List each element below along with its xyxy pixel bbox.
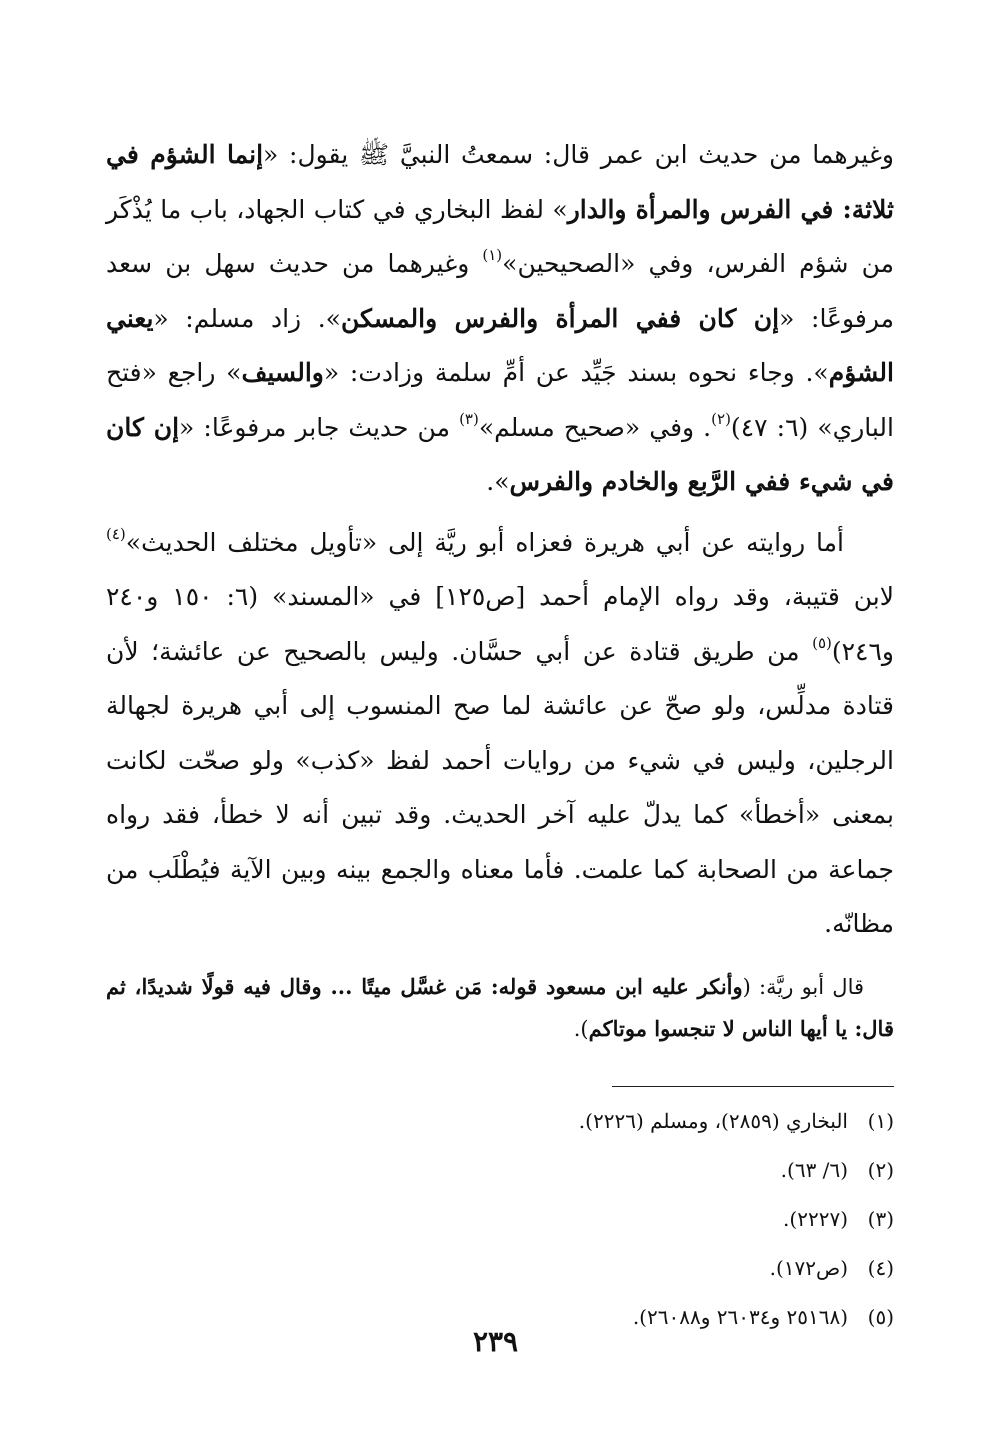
text-segment: » لفظ البخاري في كتاب الجهاد، باب ما يُذْكَر من شؤم الفرس، وفي «الصحيحين»	[106, 194, 894, 278]
bold-hadith-text: إن كان في شيء ففي الرَّبع والخادم والفرس	[106, 412, 894, 496]
footnote-number: (٤)	[867, 1255, 894, 1280]
bold-hadith-text: إن كان ففي المرأة والفرس والمسكن	[340, 303, 780, 333]
text-segment: ». زاد مسلم: «	[153, 303, 341, 333]
footnote-text: (٢٥١٦٨ و٢٦٠٣٤ و٢٦٠٨٨).	[632, 1304, 848, 1329]
bold-hadith-text: والسيف	[241, 358, 324, 387]
paragraph-abu-hurayra	[106, 516, 894, 952]
footnote-item	[106, 1195, 894, 1244]
footnote-item	[106, 1146, 894, 1195]
footnote-ref[interactable]: (١)	[482, 246, 503, 264]
bold-hadith-text: يعني الشؤم	[106, 303, 894, 387]
footnote-ref[interactable]: (٤)	[106, 524, 126, 543]
text-segment: » راجع «فتح الباري» (٦: ٤٧)	[106, 358, 894, 442]
text-segment: أما روايته عن أبي هريرة فعزاه أبو ريَّة إلى «تأويل مختلف الحديث»	[125, 527, 844, 557]
footnote-item	[106, 1097, 894, 1146]
text-segment: ».	[486, 467, 510, 496]
text-segment: ». وجاء نحوه بسند جَيِّد عن أمِّ سلمة وزادت: «	[323, 358, 829, 387]
page-body	[106, 128, 894, 1342]
page-number: ٢٣٩	[472, 1325, 519, 1358]
footnote-text: (٦/ ٦٣).	[780, 1157, 848, 1182]
text-segment: . وفي «صحيح مسلم»	[478, 412, 712, 442]
text-segment: من حديث جابر مرفوعًا: «	[179, 412, 460, 442]
bold-quote-text: وأنكر عليه ابن مسعود قوله: مَن غسَّل ميتًا ... وقال فيه قولًا شديدًا، ثم قال: يا أيها الناس لا تنجسوا موتاكم	[106, 973, 894, 1041]
footnote-ref[interactable]: (٣)	[459, 409, 479, 428]
footnote-number: (٢)	[867, 1157, 894, 1182]
bold-hadith-text: إنما الشؤم في ثلاثة: في الفرس والمرأة والدار	[106, 140, 894, 224]
footnotes-list	[106, 1097, 894, 1342]
footnote-ref[interactable]: (٢)	[711, 409, 731, 428]
footnote-item	[106, 1244, 894, 1293]
footnote-text: (ص١٧٢).	[769, 1255, 848, 1280]
paragraph-hadith-shoum	[106, 128, 894, 510]
text-segment: وغيرهما من حديث ابن عمر قال: سمعتُ النبيَّ ﷺ يقول: «	[263, 140, 894, 169]
footnote-number: (٥)	[867, 1304, 894, 1329]
footnote-ref[interactable]: (٥)	[812, 633, 832, 652]
footnote-divider	[612, 1086, 894, 1087]
footnote-number: (٣)	[867, 1206, 894, 1231]
footnote-number: (١)	[867, 1108, 894, 1133]
quote-abu-rayya	[106, 966, 894, 1050]
text-segment: وغيرهما من حديث سهل بن سعد مرفوعًا: «	[106, 249, 895, 333]
footnote-text: (٢٢٢٧).	[783, 1206, 848, 1231]
text-segment: من طريق قتادة عن أبي حسَّان. وليس بالصحيح عن عائشة؛ لأن قتادة مدلِّس، ولو صحّ عن عائشة لما صح المنسوب إلى أبي هريرة لجهالة الرجلين، وليس في شيء من روايات أحمد لفظ «كذب» ولو صحّت لكانت بمعنى «أخطأ» كما يدلّ عليه آخر الحديث. وقد تبين أنه لا خطأ، فقد رواه جماعة من الصحابة كما علمت. فأما معناه والجمع بينه وبين الآية فيُطْلَب من مظانّه.	[106, 636, 894, 938]
footnote-text: البخاري (٢٨٥٩)، ومسلم (٢٢٢٦).	[578, 1108, 848, 1133]
text-segment: ).	[573, 1016, 589, 1041]
text-segment: قال أبو ريَّة: (	[742, 974, 865, 999]
text-segment: لابن قتيبة، وقد رواه الإمام أحمد [ص١٢٥] في «المسند» (٦: ١٥٠ و٢٤٠ و٢٤٦)	[106, 582, 894, 666]
